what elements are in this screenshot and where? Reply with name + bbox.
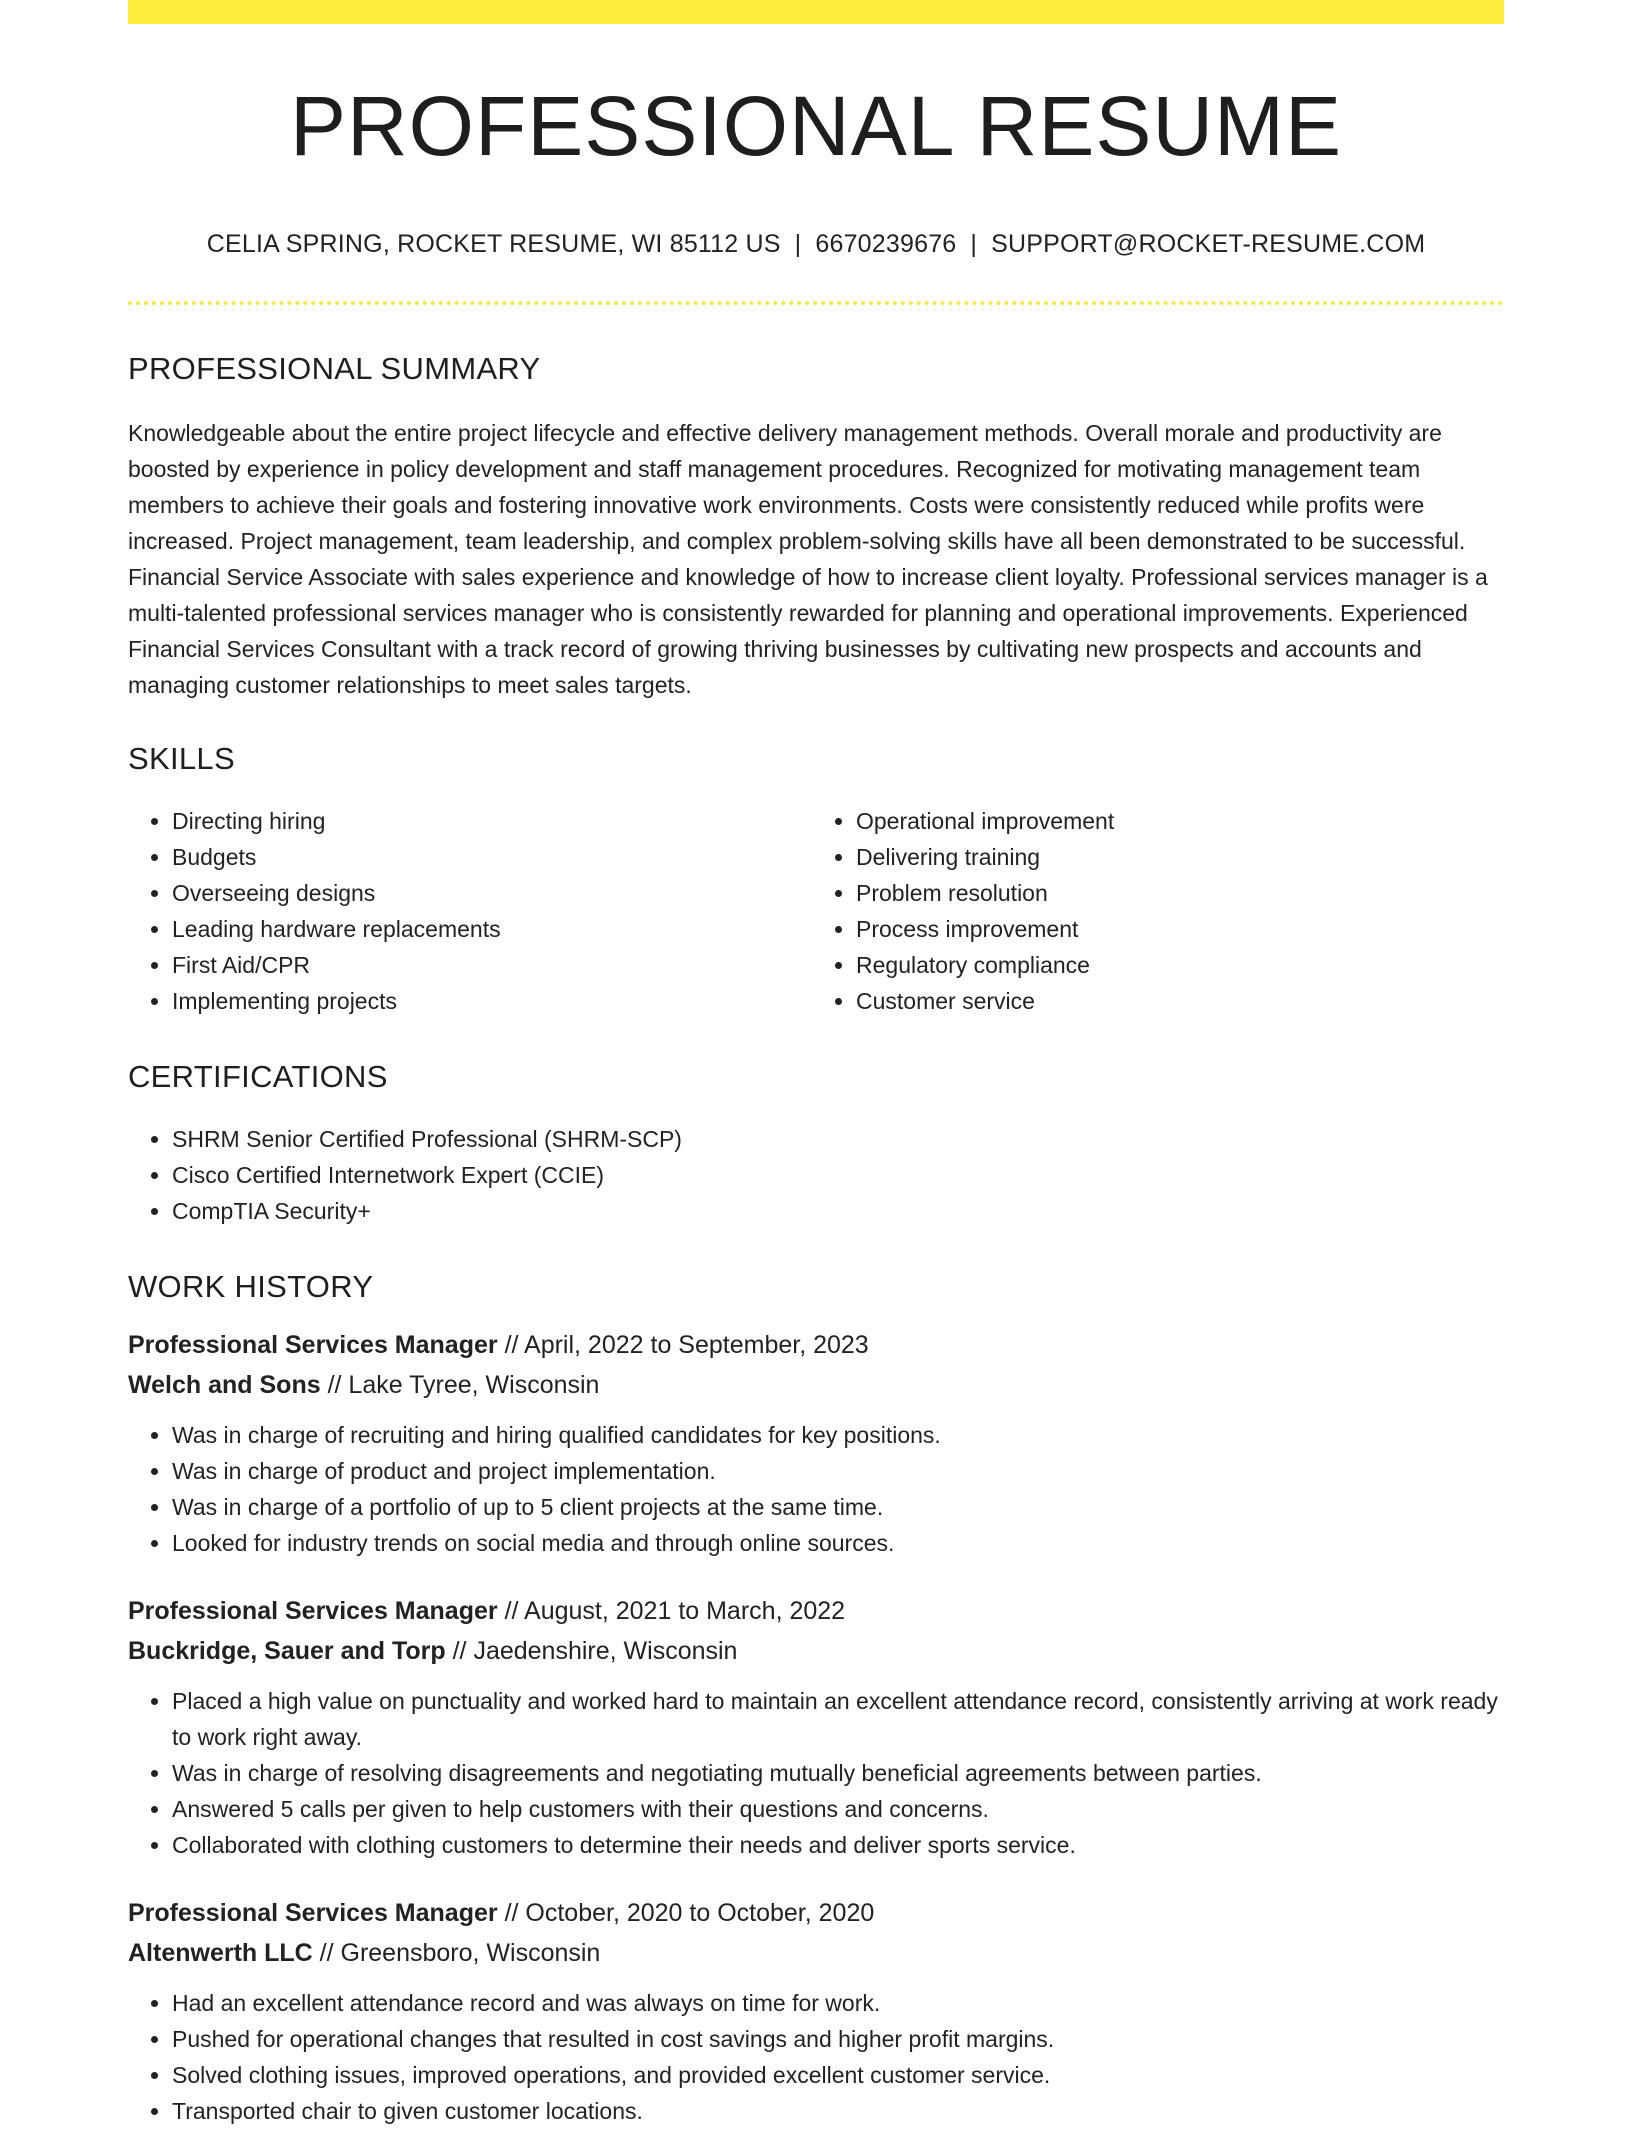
skills-heading: SKILLS (128, 741, 235, 776)
job-title-line (128, 1893, 1504, 1933)
job-bullet: • Had an excellent attendance record and was always on time for work. (172, 1985, 1504, 2021)
contact-address: CELIA SPRING, ROCKET RESUME, WI 85112 US (206, 230, 781, 258)
job-bullet: • Transported chair to given customer locations. (172, 2093, 1504, 2129)
job-bullet: • Pushed for operational changes that resulted in cost savings and higher profit margins. (172, 2021, 1504, 2057)
skills-list-right (806, 803, 1490, 1019)
job-bullet: • Collaborated with clothing customers to determine their needs and deliver sports service. (172, 1827, 1504, 1863)
job-title: Professional Services Manager (128, 1597, 498, 1625)
certification-item: • SHRM Senior Certified Professional (SHRM-SCP) (172, 1121, 1504, 1157)
job-entry (128, 1893, 1504, 2129)
job-bullet: • Placed a high value on punctuality and worked hard to maintain an excellent attendance record, consistently arriving at work ready to work right away. (172, 1683, 1504, 1755)
job-bullet: • Was in charge of recruiting and hiring qualified candidates for key positions. (172, 1417, 1504, 1453)
skills-columns (128, 803, 1504, 1019)
job-bullets (128, 1417, 1504, 1561)
job-bullet: • Was in charge of product and project implementation. (172, 1453, 1504, 1489)
job-title: Professional Services Manager (128, 1899, 498, 1927)
job-title: Professional Services Manager (128, 1331, 498, 1359)
work-history-heading: WORK HISTORY (128, 1269, 374, 1304)
accent-top-bar (128, 0, 1504, 24)
job-bullet: • Solved clothing issues, improved operations, and provided excellent customer service. (172, 2057, 1504, 2093)
skill-item: • Overseeing designs (172, 875, 806, 911)
skill-item: • Delivering training (856, 839, 1490, 875)
certifications-list (128, 1121, 1504, 1229)
job-title-line (128, 1325, 1504, 1365)
job-dates: // April, 2022 to September, 2023 (497, 1331, 869, 1359)
summary-text: Knowledgeable about the entire project lifecycle and effective delivery management methods. Overall morale and productivity are boosted by experience in policy development and staff management procedures. Recognized for motivating management team members to achieve their goals and fostering innovative work environments. Costs were consistently reduced while profits were increased. Project management, team leadership, and complex problem-solving skills have all been demonstrated to be successful. Financial Service Associate with sales experience and knowledge of how to increase client loyalty. Professional services manager is a multi-talented professional services manager who is consistently rewarded for planning and operational improvements. Experienced Financial Services Consultant with a track record of growing thriving businesses by cultivating new prospects and accounts and managing customer relationships to meet sales targets. (128, 420, 1488, 698)
summary-heading: PROFESSIONAL SUMMARY (128, 351, 541, 386)
job-title-line (128, 1591, 1504, 1631)
job-bullet: • Answered 5 calls per given to help customers with their questions and concerns. (172, 1791, 1504, 1827)
resume-page (128, 0, 1504, 2129)
skill-item: • Regulatory compliance (856, 947, 1490, 983)
skill-item: • Implementing projects (172, 983, 806, 1019)
contact-phone: 6670239676 (815, 230, 957, 258)
certifications-heading: CERTIFICATIONS (128, 1059, 388, 1094)
skill-item: • Directing hiring (172, 803, 806, 839)
skill-item: • Budgets (172, 839, 806, 875)
skill-item: • Problem resolution (856, 875, 1490, 911)
job-bullets (128, 1985, 1504, 2129)
skill-item: • Process improvement (856, 911, 1490, 947)
job-company-line (128, 1365, 1504, 1405)
skill-item: • First Aid/CPR (172, 947, 806, 983)
job-location: // Greensboro, Wisconsin (312, 1939, 601, 1967)
certification-item: • CompTIA Security+ (172, 1193, 1504, 1229)
job-company: Buckridge, Sauer and Torp (128, 1637, 446, 1665)
job-bullet: • Looked for industry trends on social media and through online sources. (172, 1525, 1504, 1561)
contact-line (128, 230, 1504, 259)
dotted-divider (128, 301, 1504, 305)
contact-separator: | (970, 230, 978, 258)
job-bullet: • Was in charge of resolving disagreements and negotiating mutually beneficial agreements between parties. (172, 1755, 1504, 1791)
skill-item: • Leading hardware replacements (172, 911, 806, 947)
resume-title: PROFESSIONAL RESUME (289, 79, 1343, 173)
job-location: // Jaedenshire, Wisconsin (445, 1637, 738, 1665)
contact-email: SUPPORT@ROCKET-RESUME.COM (991, 230, 1426, 258)
job-company-line (128, 1933, 1504, 1973)
skills-list-left (128, 803, 806, 1019)
job-dates: // August, 2021 to March, 2022 (497, 1597, 846, 1625)
job-company: Welch and Sons (128, 1371, 321, 1399)
job-bullet: • Was in charge of a portfolio of up to 5 client projects at the same time. (172, 1489, 1504, 1525)
contact-separator: | (794, 230, 802, 258)
job-entry (128, 1325, 1504, 1561)
job-entry (128, 1591, 1504, 1863)
job-dates: // October, 2020 to October, 2020 (497, 1899, 875, 1927)
job-company: Altenwerth LLC (128, 1939, 313, 1967)
skill-item: • Customer service (856, 983, 1490, 1019)
skill-item: • Operational improvement (856, 803, 1490, 839)
job-company-line (128, 1631, 1504, 1671)
job-bullets (128, 1683, 1504, 1863)
job-location: // Lake Tyree, Wisconsin (320, 1371, 600, 1399)
certification-item: • Cisco Certified Internetwork Expert (CCIE) (172, 1157, 1504, 1193)
